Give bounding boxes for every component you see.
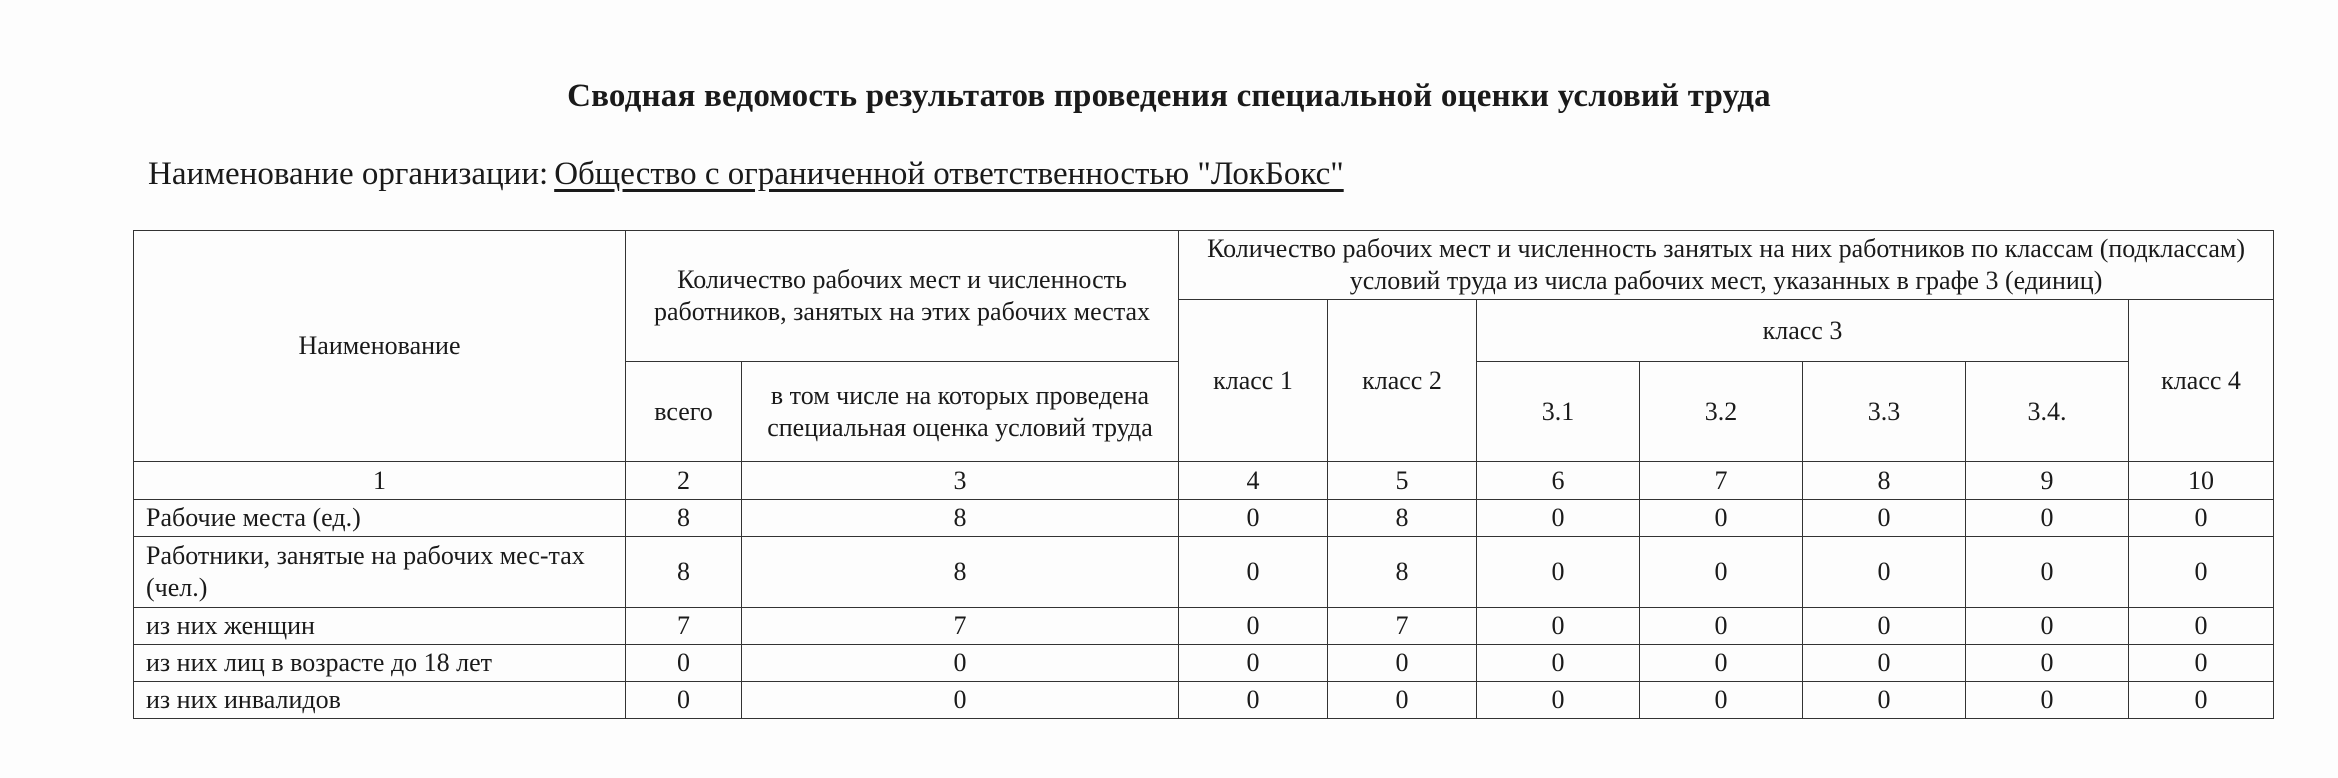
- row-label: Работники, занятые на рабочих мес-тах (чел.): [134, 537, 626, 608]
- header-row-1: [134, 231, 2274, 300]
- table-cell: 0: [1328, 682, 1477, 719]
- row-label: из них лиц в возрасте до 18 лет: [134, 645, 626, 682]
- header-class1: класс 1: [1179, 300, 1328, 462]
- column-number: 3: [742, 462, 1179, 500]
- table-cell: 0: [1477, 537, 1640, 608]
- table-cell: 0: [1640, 537, 1803, 608]
- document-title: Сводная ведомость результатов проведения специальной оценки условий труда: [567, 78, 1771, 114]
- table-cell: 0: [1179, 645, 1328, 682]
- row-label: из них инвалидов: [134, 682, 626, 719]
- column-number: 9: [1966, 462, 2129, 500]
- column-number: 1: [134, 462, 626, 500]
- table-cell: 0: [1640, 500, 1803, 537]
- table-cell: 0: [1803, 537, 1966, 608]
- header-name: Наименование: [134, 231, 626, 462]
- header-class3-1: 3.1: [1477, 362, 1640, 462]
- table-cell: 0: [2129, 682, 2274, 719]
- table-cell: 0: [2129, 645, 2274, 682]
- header-class3-3: 3.3: [1803, 362, 1966, 462]
- table-cell: 0: [1803, 645, 1966, 682]
- table-cell: 0: [742, 682, 1179, 719]
- column-number: 4: [1179, 462, 1328, 500]
- header-assessed: в том числе на которых проведена специальная оценка условий труда: [742, 362, 1179, 462]
- table-cell: 0: [2129, 608, 2274, 645]
- column-number: 5: [1328, 462, 1477, 500]
- column-number: 8: [1803, 462, 1966, 500]
- table-cell: 8: [1328, 500, 1477, 537]
- table-cell: 0: [1179, 608, 1328, 645]
- column-number: 10: [2129, 462, 2274, 500]
- table-cell: 0: [1803, 500, 1966, 537]
- header-classes-group: Количество рабочих мест и численность занятых на них работников по классам (подклассам) условий труда из числа рабочих мест, указанных в графе 3 (единиц): [1179, 231, 2274, 300]
- table-row-workers: [134, 537, 2274, 608]
- table-cell: 0: [1803, 608, 1966, 645]
- table-cell: 0: [626, 645, 742, 682]
- table-cell: 8: [626, 537, 742, 608]
- header-class3: класс 3: [1477, 300, 2129, 362]
- column-number: 7: [1640, 462, 1803, 500]
- table-cell: 7: [626, 608, 742, 645]
- table-cell: 8: [742, 500, 1179, 537]
- header-total: всего: [626, 362, 742, 462]
- row-label: Рабочие места (ед.): [134, 500, 626, 537]
- table-row-women: [134, 608, 2274, 645]
- table-cell: 0: [1966, 608, 2129, 645]
- table-cell: 0: [1477, 645, 1640, 682]
- table-cell: 0: [626, 682, 742, 719]
- table-cell: 0: [1803, 682, 1966, 719]
- table-cell: 8: [626, 500, 742, 537]
- table-cell: 8: [1328, 537, 1477, 608]
- organization-name: Общество с ограниченной ответственностью "ЛокБокс": [554, 156, 1344, 192]
- table-cell: 8: [742, 537, 1179, 608]
- table-cell: 0: [1966, 500, 2129, 537]
- summary-table: [133, 230, 2274, 719]
- table-cell: 0: [1477, 500, 1640, 537]
- table-cell: 7: [742, 608, 1179, 645]
- table-cell: 7: [1328, 608, 1477, 645]
- table-cell: 0: [1179, 682, 1328, 719]
- header-class3-2: 3.2: [1640, 362, 1803, 462]
- table-cell: 0: [1179, 537, 1328, 608]
- table-row-disabled: [134, 682, 2274, 719]
- table-cell: 0: [1328, 645, 1477, 682]
- table-row-under-18: [134, 645, 2274, 682]
- table-cell: 0: [1640, 645, 1803, 682]
- table-cell: 0: [1966, 645, 2129, 682]
- table-cell: 0: [1640, 608, 1803, 645]
- table-cell: 0: [1640, 682, 1803, 719]
- table-cell: 0: [2129, 537, 2274, 608]
- header-class2: класс 2: [1328, 300, 1477, 462]
- header-workplaces-group: Количество рабочих мест и численность работников, занятых на этих рабочих местах: [626, 231, 1179, 362]
- table-row-workplaces: [134, 500, 2274, 537]
- table-cell: 0: [1477, 682, 1640, 719]
- row-label: из них женщин: [134, 608, 626, 645]
- table-cell: 0: [742, 645, 1179, 682]
- column-number: 6: [1477, 462, 1640, 500]
- table-cell: 0: [2129, 500, 2274, 537]
- organization-line: [148, 156, 1350, 193]
- header-class4: класс 4: [2129, 300, 2274, 462]
- column-numbers-row: [134, 462, 2274, 500]
- table-cell: 0: [1179, 500, 1328, 537]
- table-cell: 0: [1477, 608, 1640, 645]
- table-cell: 0: [1966, 682, 2129, 719]
- column-number: 2: [626, 462, 742, 500]
- organization-label: Наименование организации:: [148, 156, 549, 192]
- table-cell: 0: [1966, 537, 2129, 608]
- header-class3-4: 3.4.: [1966, 362, 2129, 462]
